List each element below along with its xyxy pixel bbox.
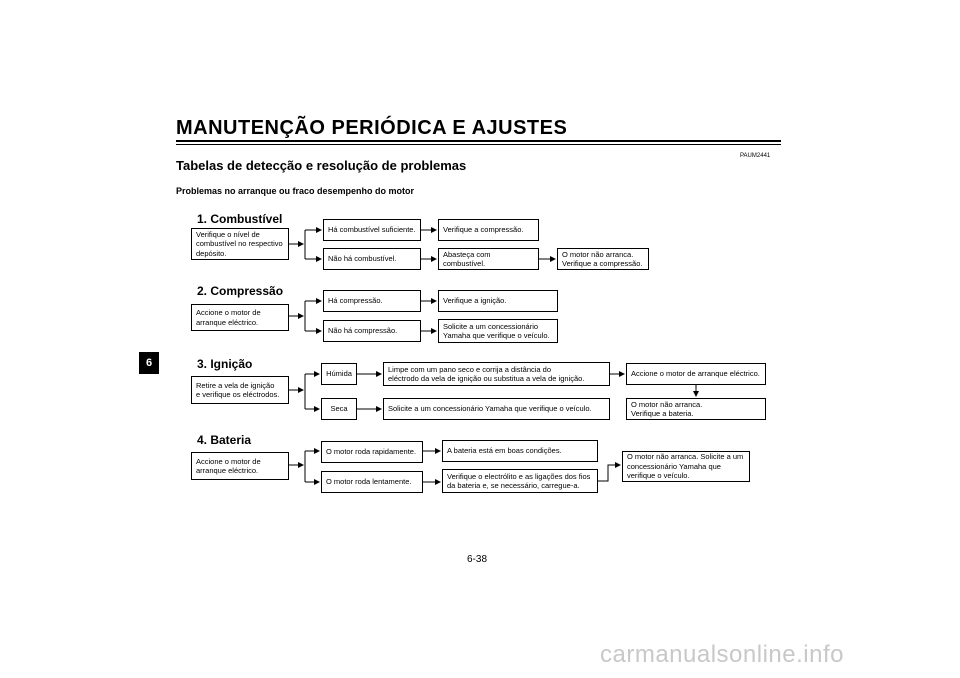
line: Húmida — [326, 369, 352, 379]
box-crank-engine-battery — [191, 452, 289, 480]
box-battery-good — [442, 440, 598, 462]
box-dry — [321, 398, 357, 420]
box-engine-turns-fast — [321, 441, 423, 463]
heading-bateria: 4. Bateria — [197, 433, 252, 447]
line: Verifique a compressão. — [443, 225, 524, 235]
box-no-compression — [323, 320, 421, 342]
line: Solicite a um concessionário — [443, 321, 539, 331]
box-fuel-sufficient — [323, 219, 421, 241]
line: depósito. — [196, 248, 227, 258]
box-check-ignition — [438, 290, 558, 312]
watermark: carmanualsonline.info — [600, 641, 844, 668]
line: concessionário Yamaha que — [627, 461, 721, 471]
page-number: 6-38 — [467, 554, 488, 565]
box-no-fuel — [323, 248, 421, 270]
page-title: MANUTENÇÃO PERIÓDICA E AJUSTES — [176, 117, 568, 139]
box-engine-no-start-ignition — [626, 398, 766, 420]
line: da bateria e, se necessário, carregue-a. — [447, 481, 580, 490]
line: Limpe com um pano seco e corrija a distância do — [388, 364, 552, 374]
line: O motor roda rapidamente. — [326, 447, 417, 457]
line: Retire a vela de ignição — [196, 380, 275, 390]
heading-compressao: 2. Compressão — [197, 284, 284, 298]
box-has-compression — [323, 290, 421, 312]
line: Verifique a ignição. — [443, 296, 507, 306]
line: Accione o motor de — [196, 308, 261, 318]
box-check-compression — [438, 219, 539, 241]
line: verifique o veículo. — [627, 471, 690, 481]
line: A bateria está em boas condições. — [447, 446, 562, 456]
box-refuel — [438, 248, 539, 270]
box-engine-turns-slow — [321, 471, 423, 493]
box-engine-no-start-fuel — [557, 248, 649, 270]
line: O motor roda lentamente. — [326, 477, 412, 487]
section-subtitle: Tabelas de detecção e resolução de problemas — [176, 158, 467, 173]
line: O motor não arranca. — [562, 249, 634, 259]
line: Verifique a compressão. — [562, 259, 643, 268]
line: O motor não arranca. — [631, 399, 703, 409]
heading-ignicao: 3. Ignição — [197, 357, 253, 371]
chapter-tab: 6 — [139, 352, 159, 374]
box-clean-spark-plug — [383, 362, 610, 386]
box-crank-engine-compression — [191, 304, 289, 331]
line: Não há compressão. — [328, 326, 398, 336]
box-crank-engine-ignition — [626, 363, 766, 385]
line: Há combustível suficiente. — [328, 225, 416, 235]
box-wet — [321, 363, 357, 385]
line: Há compressão. — [328, 296, 383, 306]
box-check-fuel-level — [191, 228, 289, 260]
line: arranque eléctrico. — [196, 466, 259, 475]
reference-code: PAUM2441 — [740, 153, 771, 159]
heading-combustivel: 1. Combustível — [197, 212, 283, 226]
line: Seca — [330, 404, 348, 414]
section-lead: Problemas no arranque ou fraco desempenho do motor — [176, 186, 415, 196]
box-remove-spark-plug — [191, 376, 289, 404]
box-dealer-check-compression — [438, 319, 558, 343]
line: O motor não arranca. Solicite a um — [627, 452, 744, 462]
box-dealer-check-battery — [622, 451, 750, 482]
line: Solicite a um concessionário Yamaha que verifique o veículo. — [388, 404, 592, 414]
line: Verifique a bateria. — [631, 409, 694, 418]
line: Yamaha que verifique o veículo. — [443, 331, 550, 340]
box-dealer-check-ignition — [383, 398, 610, 420]
line: Accione o motor de — [196, 456, 261, 466]
line: Não há combustível. — [328, 254, 397, 264]
line: e verifique os eléctrodos. — [196, 390, 280, 399]
line: combustível no respectivo — [196, 239, 283, 249]
line: Abasteça com combustível. — [443, 249, 491, 268]
box-check-battery — [442, 469, 598, 493]
line: Verifique o electrólito e as ligações dos fios — [447, 471, 591, 481]
line: Accione o motor de arranque eléctrico. — [631, 369, 760, 379]
line: Verifique o nível de — [196, 229, 260, 239]
line: arranque eléctrico. — [196, 317, 259, 327]
line: eléctrodo da vela de ignição ou substitua a vela de ignição. — [388, 374, 585, 383]
